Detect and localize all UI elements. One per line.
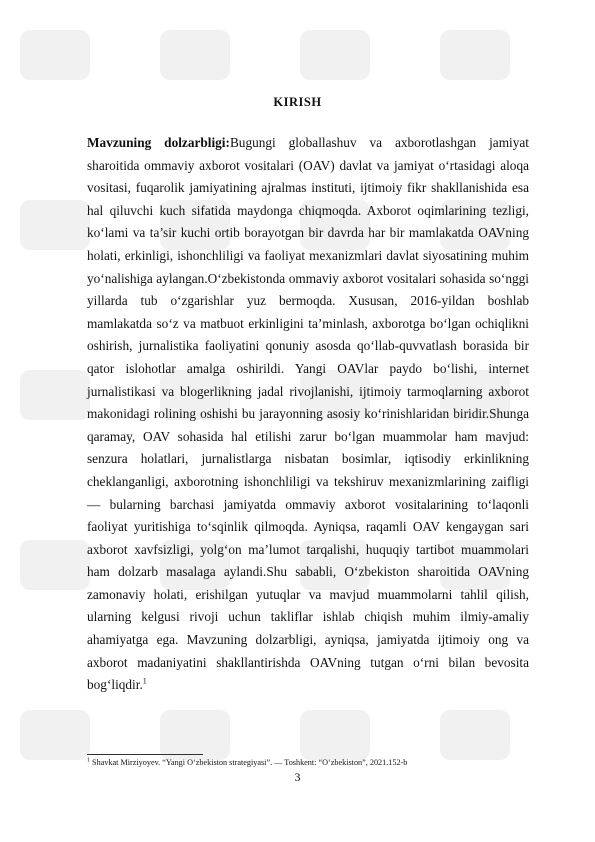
footnote-text: Shavkat Mirziyoyev. “Yangi O‘zbekiston strategiyasi”. — Toshkent: “O‘zbekiston”, 2021.152-b xyxy=(92,758,408,767)
lead-label: Mavzuning dolzarbligi: xyxy=(87,135,230,150)
body-paragraph xyxy=(87,132,529,697)
footnote xyxy=(87,758,547,768)
footnote-divider xyxy=(87,754,203,755)
section-heading: KIRISH xyxy=(273,95,322,109)
page-number: 3 xyxy=(294,770,301,784)
footnote-reference[interactable]: 1 xyxy=(142,676,147,686)
footnote-marker: 1 xyxy=(87,757,90,764)
paragraph-text: Bugungi globallashuv va axborotlashgan jamiyat sharoitida ommaviy axborot vositalari (OAV) davlat va jamiyat o‘rtasidagi aloqa vositasi, fuqarolik jamiyatining ajralmas instituti, ijtimoiy fikr shakllanishida esa hal qiluvchi kuch sifatida maydonga chiqmoqda. Axborot oqimlarining tezligi, ko‘lami va ta’sir kuchi ortib borayotgan bir davrda har bir mamlakatda OAVning holati, erkinligi, ishonchliligi va faoliyat mexanizmlari davlat siyosatining muhim yo‘nalishiga aylangan.O‘zbekistonda ommaviy axborot vositalari sohasida so‘nggi yillarda tub o‘zgarishlar yuz bermoqda. Xususan, 2016-yildan boshlab mamlakatda so‘z va matbuot erkinligini ta’minlash, axborotga bo‘lgan ochiqlikni oshirish, jurnalistika faoliyatini qonuniy asosda qo‘llab-quvvatlash borasida bir qator islohotlar amalga oshirildi. Yangi OAVlar paydo bo‘lishi, internet jurnalistikasi va blogerlikning jadal rivojlanishi, ijtimoiy tarmoqlarning axborot makonidagi rolining oshishi bu jarayonning asosiy ko‘rinishlaridan biridir.Shunga qaramay, OAV sohasida hal etilishi zarur bo‘lgan muammolar ham mavjud: senzura holatlari, jurnalistlarga nisbatan bosimlar, iqtisodiy erkinlikning cheklanganligi, axborotning ishonchliligi va tekshiruv mexanizmlarining zaifligi — bularning barchasi jamiyatda ommaviy axborot vositalarining to‘laqonli faoliyat yuritishiga to‘sqinlik qilmoqda. Ayniqsa, raqamli OAV kengaygan sari axborot xavfsizligi, yolg‘on ma’lumot tarqalishi, huquqiy tartibot muammolari ham dolzarb masalaga aylandi.Shu sababli, O‘zbekiston sharoitida OAVning zamonaviy holati, erishilgan yutuqlar va mavjud muammolarni tahlil qilish, ularning kelgusi rivoji uchun takliflar ishlab chiqish muhim ilmiy-amaliy ahamiyatga ega. Mavzuning dolzarbligi, ayniqsa, jamiyatda ijtimoiy ong va axborot madaniyatini shakllantirishda OAVning tutgan o‘rni bilan bevosita bog‘liqdir. xyxy=(87,135,529,693)
